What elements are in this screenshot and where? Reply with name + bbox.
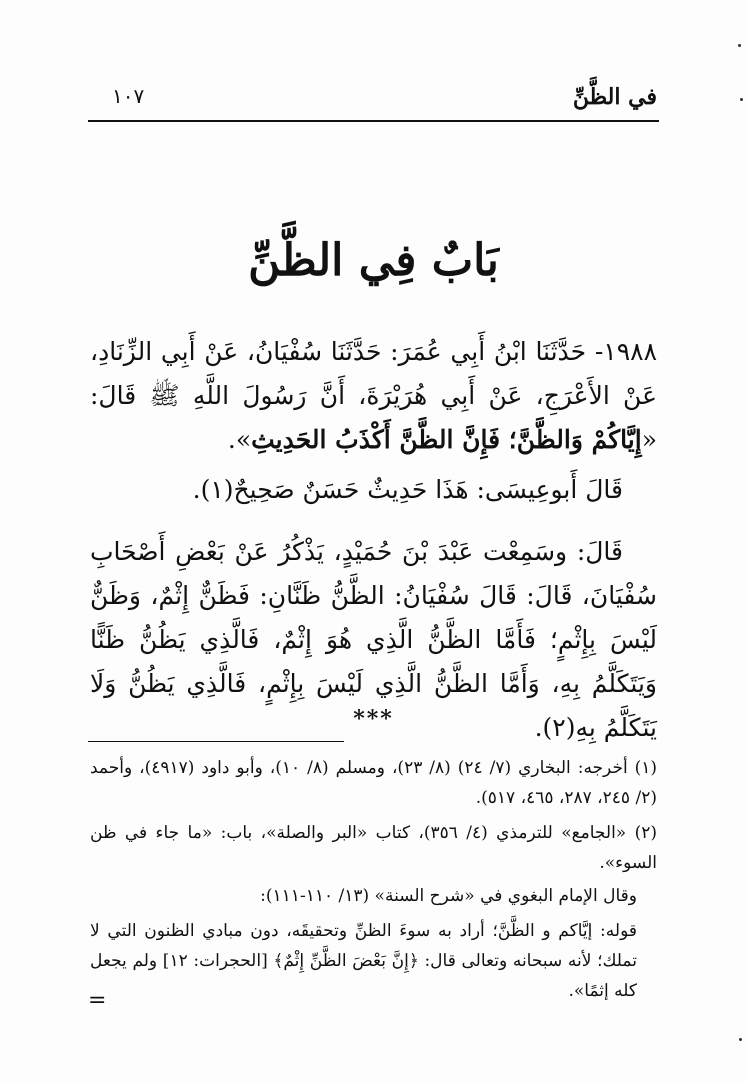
- hadith-saying: إِيَّاكُمْ وَالظَّنَّ؛ فَإِنَّ الظَّنَّ أَكْذَبُ الحَدِيثِ: [251, 425, 642, 454]
- hadith-chain: حَدَّثَنَا ابْنُ أَبِي عُمَرَ: حَدَّثَنَا سُفْيَانُ، عَنْ أَبِي الزِّنَادِ، عَنْ الأَعْرَجِ، عَنْ أَبِي هُرَيْرَةَ، أَنَّ رَسُولَ اللَّهِ ﷺ قَالَ: «: [90, 337, 657, 454]
- section-separator: ***: [353, 706, 394, 732]
- margin-speck: [740, 98, 743, 101]
- margin-speck: [738, 44, 741, 47]
- header-rule: [88, 120, 659, 122]
- footnote-baghawi-quote: قوله: إيَّاكم و الظَّنَّ؛ أراد به سوءَ الظنِّ وتحقيقَه، دون مبادي الظنون التي لا تملك؛ لأنه سبحانه وتعالى قال: ﴿إِنَّ بَعْضَ الظَّنِّ إِثْمٌ﴾ [الحجرات: ١٢] ولم يجعل كله إثمًا».: [90, 921, 637, 1001]
- sufyan-commentary: قَالَ: وسَمِعْت عَبْدَ بْنَ حُمَيْدٍ، يَذْكُرُ عَنْ بَعْضِ أَصْحَابِ سُفْيَانَ، قَالَ: قَالَ سُفْيَانُ: الظَّنُّ ظَنَّانِ: فَظَنٌّ إِثْمٌ، وَظَنٌّ لَيْسَ بِإِثْمٍ؛ فَأَمَّا الظَّنُّ الَّذِي هُوَ إِثْمٌ، فَالَّذِي يَظُنُّ ظَنًّا وَيَتَكَلَّمُ بِهِ، وَأَمَّا الظَّنُّ الَّذِي لَيْسَ بِإِثْمٍ، فَالَّذِي يَظُنُّ وَلَا يَتَكَلَّمُ بِهِ(٢).: [90, 537, 657, 742]
- hadith-end: ».: [227, 425, 252, 454]
- page-number: ١٠٧: [112, 84, 145, 108]
- hadith-grading: قَالَ أَبوعِيسَى: هَذَا حَدِيثٌ حَسَنٌ صَحِيحٌ(١).: [192, 475, 623, 504]
- chapter-title: بَابٌ فِي الظَّنِّ: [248, 235, 499, 286]
- running-header-title: في الظَّنِّ: [572, 84, 657, 110]
- footnote-2: (٢) «الجامع» للترمذي (٤/ ٣٥٦)، كتاب «البر والصلة»، باب: «ما جاء في ظن السوء».: [90, 823, 657, 873]
- margin-speck: [739, 1038, 742, 1041]
- continued-mark: =: [88, 988, 107, 1013]
- footnote-baghawi-intro: وقال الإمام البغوي في «شرح السنة» (١٣/ ١١٠-١١١):: [260, 886, 637, 906]
- footnote-rule: [88, 741, 344, 742]
- footnote-1: (١) أخرجه: البخاري (٧/ ٢٤) (٨/ ٢٣)، ومسلم (٨/ ١٠)، وأبو داود (٤٩١٧)، وأحمد (٢/ ٢٤٥، ٢٨٧، ٤٦٥، ٥١٧).: [90, 758, 658, 808]
- hadith-number: ١٩٨٨-: [594, 337, 657, 366]
- hadith-paragraph: [90, 330, 657, 462]
